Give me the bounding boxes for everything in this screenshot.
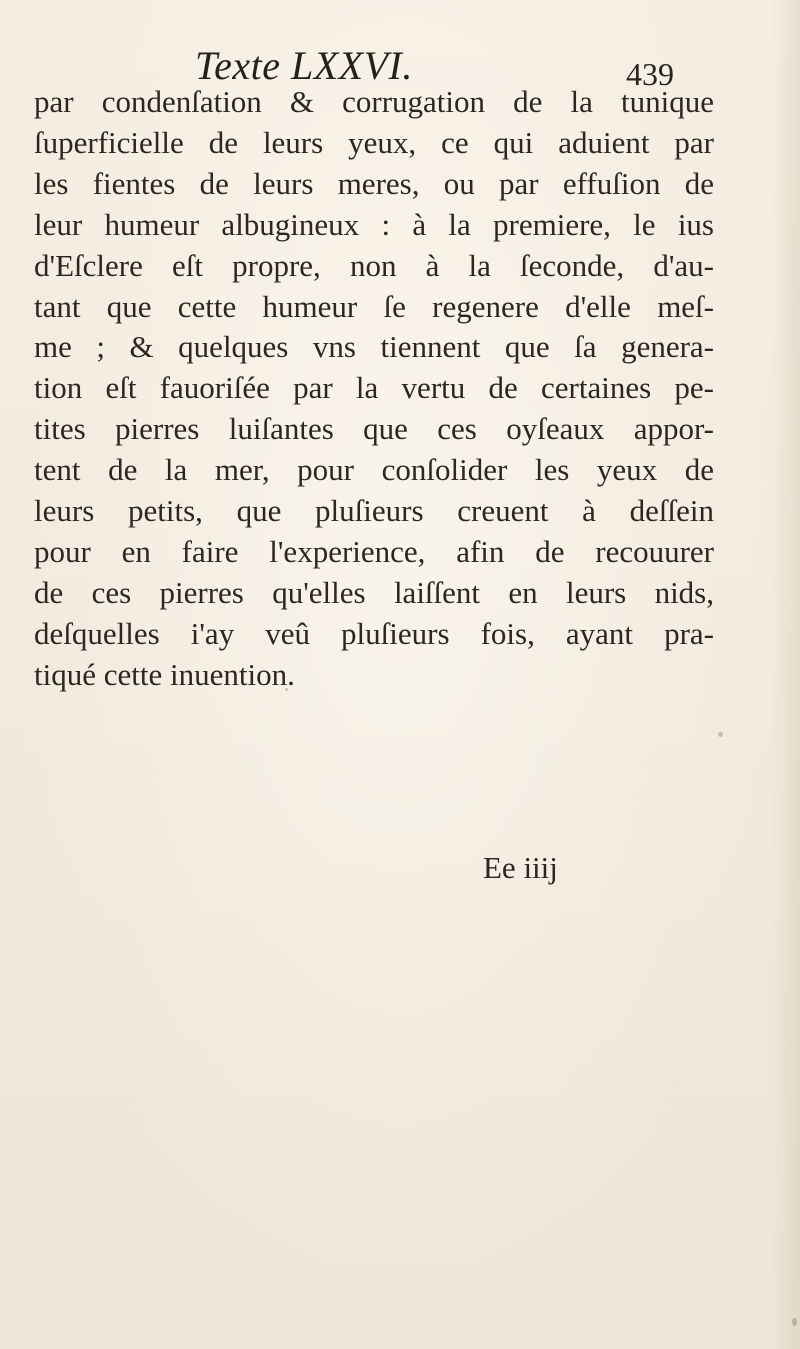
text-line: ſuperficielle de leurs yeux, ce qui aduient par [34,124,714,160]
running-title: Texte LXXVI. [195,43,413,88]
text-line: d'Eſclere eſt propre, non à la ſeconde, d'au- [34,247,714,283]
text-line: de ces pierres qu'elles laiſſent en leurs nids, [34,574,714,610]
page-edge-shadow [772,0,800,1349]
text-line: tant que cette humeur ſe regenere d'elle meſ- [34,288,714,324]
text-line: tiqué cette inuention. [34,656,295,692]
text-line: me ; & quelques vns tiennent que ſa genera- [34,329,714,365]
body-text [34,82,714,696]
paper-speck [718,732,723,737]
text-line: tent de la mer, pour conſolider les yeux de [34,452,714,488]
text-line: leur humeur albugineux : à la premiere, le ius [34,206,714,242]
page-number: 439 [626,56,674,92]
text-line: par condenſation & corrugation de la tunique [34,84,714,119]
text-line: les fientes de leurs meres, ou par effuſion de [34,165,714,201]
paper-speck [285,688,288,691]
text-line: leurs petits, que pluſieurs creuent à deſſein [34,493,714,529]
signature-mark: Ee iiij [483,850,558,885]
text-line: tites pierres luiſantes que ces oyſeaux appor- [34,411,714,447]
paper-speck [792,1318,797,1326]
text-line: pour en faire l'experience, afin de recouurer [34,533,714,569]
text-line: tion eſt fauoriſée par la vertu de certaines pe- [34,370,714,406]
text-line: deſquelles i'ay veû pluſieurs fois, ayant pra- [34,615,714,651]
